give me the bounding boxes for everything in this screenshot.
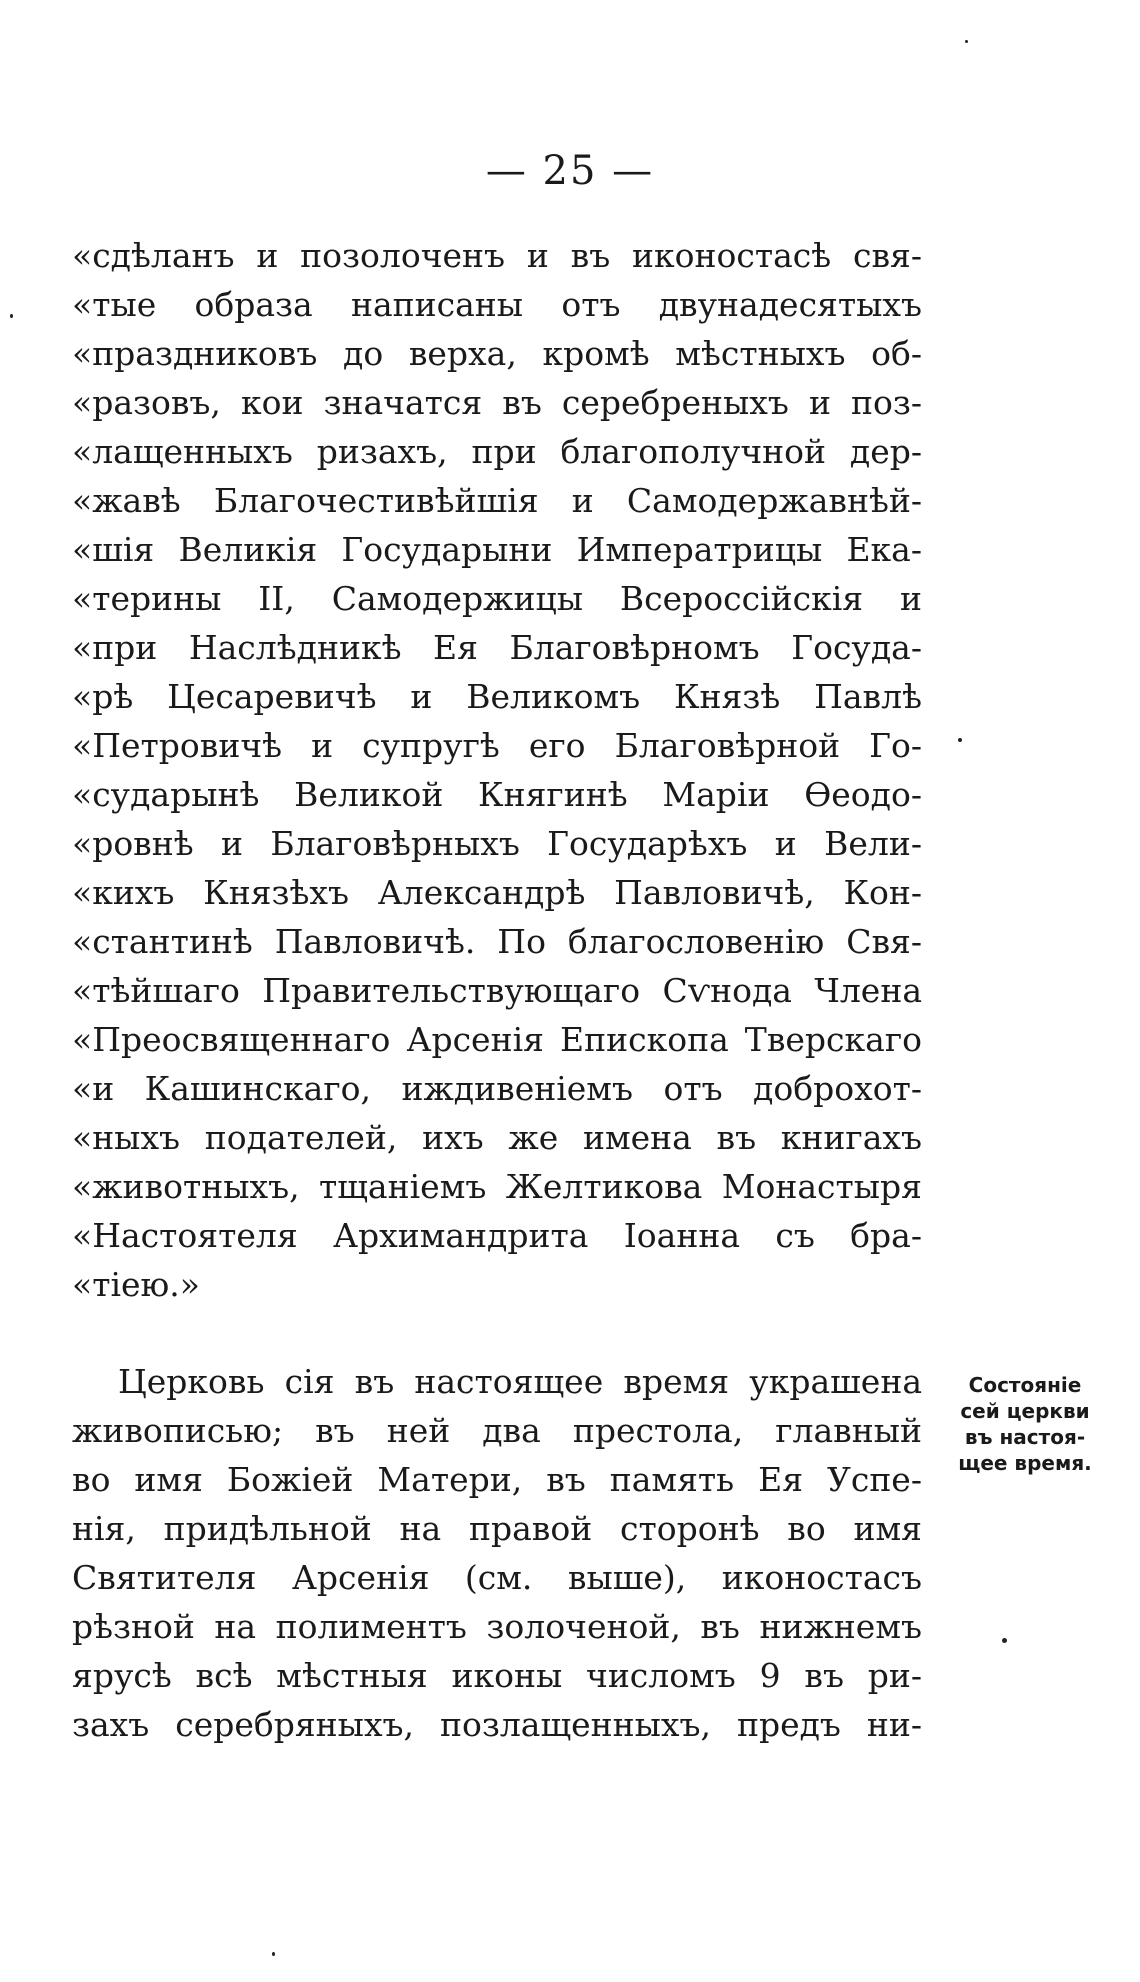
text-line: нія, придѣльной на правой сторонѣ во имя [72, 1509, 922, 1548]
text-line: «тіею.» [72, 1265, 200, 1304]
text-line: «Петровичѣ и супругѣ его Благовѣрной Го- [72, 726, 922, 765]
page-number: — 25 — [485, 148, 655, 194]
text-line: «кихъ Князѣхъ Александрѣ Павловичѣ, Кон- [72, 873, 922, 912]
text-line: «разовъ, кои значатся въ серебреныхъ и поз- [72, 383, 922, 422]
margin-note-line: щее время. [958, 1451, 1092, 1475]
print-speck [10, 314, 13, 318]
text-line: «праздниковъ до верха, кромѣ мѣстныхъ об- [72, 334, 922, 373]
text-line: «тѣйшаго Правительствующаго Сѵнода Члена [72, 971, 922, 1010]
text-line: ярусѣ всѣ мѣстныя иконы числомъ 9 въ ри- [72, 1656, 922, 1695]
margin-note [950, 1372, 1100, 1476]
text-line: «ровнѣ и Благовѣрныхъ Государѣхъ и Вели- [72, 824, 922, 863]
margin-note-line: въ настоя- [964, 1425, 1086, 1449]
text-line: «сударынѣ Великой Княгинѣ Маріи Ѳеодо- [72, 775, 922, 814]
text-line: рѣзной на полиментъ золоченой, въ нижнемъ [72, 1607, 922, 1646]
text-line: «терины II, Самодержицы Всероссійскія и [72, 579, 922, 618]
text-line: «жавѣ Благочестивѣйшія и Самодержавнѣй- [72, 481, 922, 520]
text-line: «сдѣланъ и позолоченъ и въ иконостасѣ свя- [72, 236, 922, 275]
text-line: «стантинѣ Павловичѣ. По благословенію Свя- [72, 922, 922, 961]
text-line: «лащенныхъ ризахъ, при благополучной дер- [72, 432, 922, 471]
text-line: живописью; въ ней два престола, главный [72, 1411, 922, 1450]
text-line: «шія Великія Государыни Императрицы Ека- [72, 530, 922, 569]
text-line: «ныхъ подателей, ихъ же имена въ книгахъ [72, 1118, 922, 1157]
text-line: захъ серебряныхъ, позлащенныхъ, предъ ни- [72, 1705, 922, 1744]
text-line: Церковь сія въ настоящее время украшена [118, 1362, 922, 1401]
text-line: «при Наслѣдникѣ Ея Благовѣрномъ Госуда- [72, 628, 922, 667]
print-speck [272, 1952, 275, 1956]
text-line: во имя Божіей Матери, въ память Ея Успе- [72, 1460, 922, 1499]
text-line: «животныхъ, тщаніемъ Желтикова Монастыря [72, 1167, 922, 1206]
text-line: «рѣ Цесаревичѣ и Великомъ Князѣ Павлѣ [72, 677, 922, 716]
margin-note-line: сей церкви [960, 1399, 1090, 1423]
margin-note-line: Состояніе [968, 1373, 1082, 1397]
text-line: «тые образа написаны отъ двунадесятыхъ [72, 285, 922, 324]
text-line: «и Кашинскаго, иждивеніемъ отъ доброхот- [72, 1069, 922, 1108]
text-line: Святителя Арсенія (см. выше), иконостасъ [72, 1558, 922, 1597]
print-speck [1002, 1638, 1007, 1643]
print-speck [965, 40, 968, 43]
text-line: «Преосвященнаго Арсенія Епископа Тверскаго [72, 1020, 922, 1059]
text-line: «Настоятеля Архимандрита Іоанна съ бра- [72, 1216, 922, 1255]
print-speck [958, 738, 962, 742]
